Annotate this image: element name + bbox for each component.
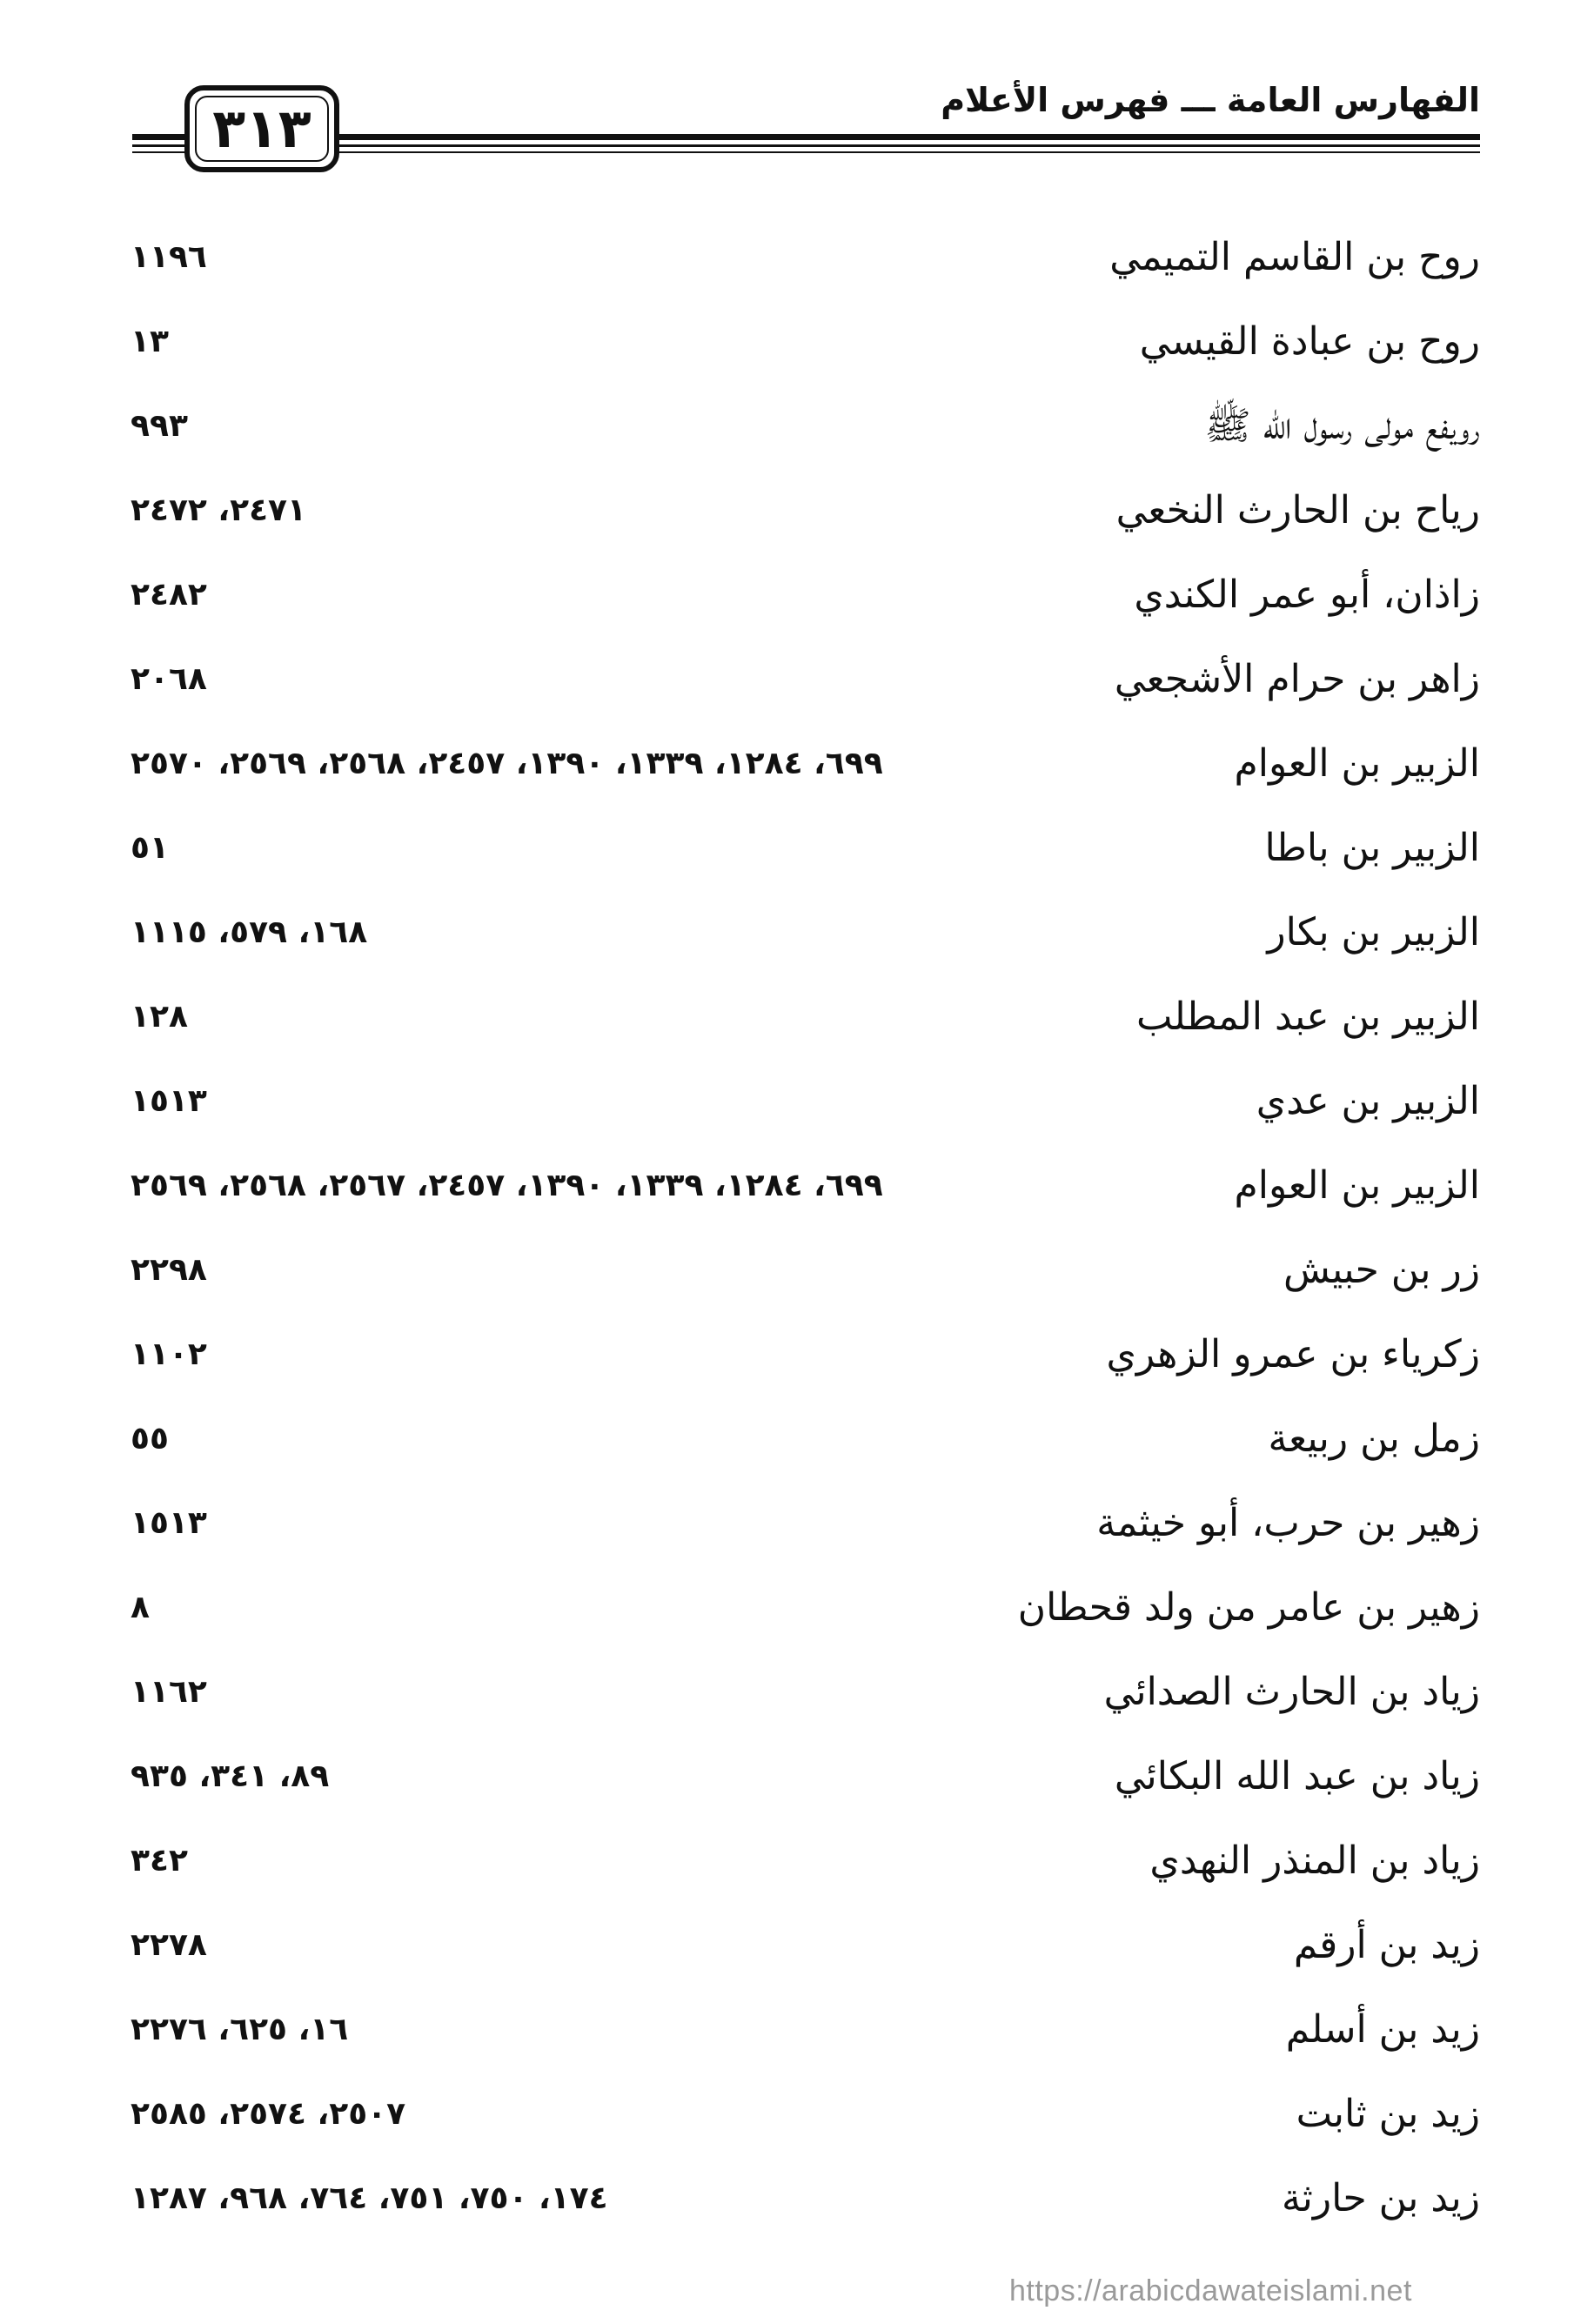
entry-references: ٦٩٩، ١٢٨٤، ١٣٣٩، ١٣٩٠، ٢٤٥٧، ٢٥٦٨، ٢٥٦٩، ٢٥٧٠ [131, 746, 883, 781]
index-entry [131, 645, 1480, 714]
entry-references: ١٥١٣ [131, 1083, 207, 1119]
index-entry [131, 392, 1480, 461]
index-entry [131, 307, 1480, 377]
entry-references: ٣٤٢ [131, 1843, 188, 1879]
index-entry [131, 898, 1480, 968]
index-entry [131, 1404, 1480, 1474]
watermark-url: https://arabicdawateislami.net [1009, 2274, 1412, 2307]
running-title: الفهارس العامة ـــ فهرس الأعلام [941, 81, 1480, 119]
entry-name: روح بن عبادة القيسي [1139, 319, 1480, 364]
entry-references: ٢٢٩٨ [131, 1252, 207, 1288]
entry-name: الزبير بن عدي [1256, 1079, 1480, 1123]
index-entry [131, 1236, 1480, 1305]
entry-name: زياد بن عبد الله البكائي [1114, 1754, 1480, 1798]
entry-name: زيد بن أرقم [1293, 1923, 1480, 1967]
entry-references: ١٢٨ [131, 999, 188, 1035]
entry-name: زاذان، أبو عمر الكندي [1134, 573, 1480, 617]
index-entry [131, 1742, 1480, 1812]
entry-name: زر بن حبيش [1283, 1248, 1480, 1292]
entry-references: ١١٠٢ [131, 1336, 207, 1372]
entry-name: زيد بن حارثة [1282, 2176, 1480, 2220]
entry-name: زيد بن أسلم [1285, 2007, 1480, 2052]
entry-name: رياح بن الحارث النخعي [1115, 488, 1480, 532]
entry-references: ٢٤٧١، ٢٤٧٢ [131, 492, 306, 528]
index-entry [131, 1067, 1480, 1136]
entry-name: زهير بن عامر من ولد قحطان [1017, 1585, 1480, 1630]
index-entry [131, 982, 1480, 1052]
entry-references: ٩٩٣ [131, 408, 188, 444]
entry-name: زكرياء بن عمرو الزهري [1106, 1332, 1480, 1376]
entry-references: ١٣ [131, 324, 169, 359]
entry-references: ١١٦٢ [131, 1674, 207, 1710]
entry-name: الزبير بن العوام [1234, 1163, 1480, 1208]
entry-name: زياد بن المنذر النهدي [1149, 1838, 1480, 1883]
entry-references: ٢٠٦٨ [131, 661, 207, 697]
entry-name: زياد بن الحارث الصدائي [1103, 1670, 1480, 1714]
entry-references: ٢٥٠٧، ٢٥٧٤، ٢٥٨٥ [131, 2096, 406, 2132]
entry-name: زهير بن حرب، أبو خيثمة [1096, 1501, 1480, 1545]
index-entry [131, 1911, 1480, 1980]
entry-name: الزبير بن بكار [1267, 910, 1480, 954]
index-entry [131, 476, 1480, 546]
index-entry [131, 729, 1480, 799]
index-entry [131, 1658, 1480, 1727]
entry-name: رويفع مولى رسول الله ﷺ [1204, 404, 1480, 448]
entry-references: ١٦، ٦٢٥، ٢٢٧٦ [131, 2012, 349, 2047]
entry-references: ١١٩٦ [131, 239, 207, 275]
entry-references: ١٥١٣ [131, 1505, 207, 1541]
index-entry [131, 1995, 1480, 2065]
page-number: ٣١٣ [212, 97, 311, 160]
entry-references: ٨ [131, 1590, 150, 1625]
entry-references: ٥١ [131, 830, 169, 866]
index-entry [131, 223, 1480, 292]
entry-name: الزبير بن عبد المطلب [1136, 995, 1480, 1039]
index-entry [131, 1151, 1480, 1221]
entry-name: زاهر بن حرام الأشجعي [1114, 657, 1480, 701]
index-entry [131, 1573, 1480, 1643]
index-entry [131, 560, 1480, 630]
entry-references: ١٧٤، ٧٥٠، ٧٥١، ٧٦٤، ٩٦٨، ١٢٨٧ [131, 2180, 608, 2216]
entry-name: روح بن القاسم التميمي [1109, 235, 1480, 279]
entry-name: زمل بن ربيعة [1268, 1417, 1480, 1461]
index-entry [131, 1826, 1480, 1896]
entry-name: زيد بن ثابت [1296, 2092, 1480, 2136]
entry-references: ٦٩٩، ١٢٨٤، ١٣٣٩، ١٣٩٠، ٢٤٥٧، ٢٥٦٧، ٢٥٦٨، ٢٥٦٩ [131, 1168, 883, 1203]
index-entry [131, 2080, 1480, 2149]
entry-references: ٢٢٧٨ [131, 1927, 207, 1963]
entry-references: ٨٩، ٣٤١، ٩٣٥ [131, 1758, 330, 1794]
index-entry [131, 1320, 1480, 1390]
index-entry [131, 814, 1480, 883]
index-entry [131, 1489, 1480, 1558]
entry-references: ٢٤٨٢ [131, 577, 207, 613]
entry-name: الزبير بن باطا [1264, 826, 1480, 870]
entry-name: الزبير بن العوام [1234, 741, 1480, 786]
index-entry [131, 2164, 1480, 2234]
entry-references: ١٦٨، ٥٧٩، ١١١٥ [131, 914, 368, 950]
entry-references: ٥٥ [131, 1421, 169, 1457]
